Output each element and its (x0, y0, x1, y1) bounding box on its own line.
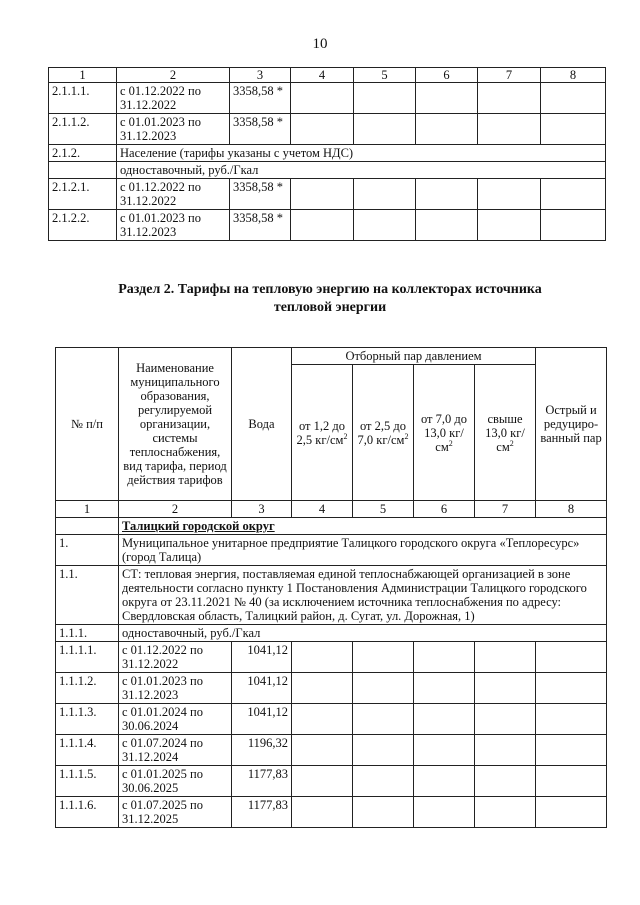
section-title-line2: тепловой энергии (273, 300, 387, 315)
header-steam-3: от 7,0 до 13,0 $кг/см^2$ (414, 365, 475, 501)
collector-tariff-table (55, 347, 607, 828)
row-num: 1.1.1.4. (56, 735, 119, 766)
column-number: 3 (230, 68, 291, 83)
table-row (49, 179, 606, 210)
empty-cell (291, 179, 354, 210)
header-steam-group: Отборный пар давлением (292, 348, 536, 365)
table-row (56, 797, 607, 828)
row-text: Население (тарифы указаны с учетом НДС) (117, 145, 606, 162)
empty-cell (354, 83, 416, 114)
tariff-table-continued (48, 67, 606, 241)
row-value: 1177,83 (232, 797, 292, 828)
row-period: с 01.12.2022 по 31.12.2022 (117, 179, 230, 210)
empty-cell (541, 210, 606, 241)
empty-cell (354, 210, 416, 241)
org-row (56, 535, 607, 566)
empty-cell (536, 704, 607, 735)
empty-cell (292, 797, 353, 828)
column-number: 2 (117, 68, 230, 83)
system-row (56, 566, 607, 625)
table-row (56, 766, 607, 797)
empty-cell (478, 83, 541, 114)
row-num: 2.1.2. (49, 145, 117, 162)
org-name: Муниципальное унитарное предприятие Талицкого городского округа «Теплоресурс» (город Талица) (119, 535, 607, 566)
column-number: 8 (541, 68, 606, 83)
empty-cell (416, 83, 478, 114)
empty-cell (354, 114, 416, 145)
empty-cell (292, 704, 353, 735)
header-row-1 (56, 348, 607, 365)
section-title-line1: Раздел 2. Тарифы на тепловую энергию на коллекторах источника (118, 282, 542, 297)
empty-cell (541, 83, 606, 114)
empty-cell (536, 797, 607, 828)
row-num: 2.1.1.2. (49, 114, 117, 145)
empty-cell (478, 210, 541, 241)
empty-cell (292, 766, 353, 797)
row-num (49, 162, 117, 179)
empty-cell (475, 766, 536, 797)
empty-cell (416, 114, 478, 145)
empty-cell (291, 210, 354, 241)
rate-type-num: 1.1.1. (56, 625, 119, 642)
empty-cell (414, 766, 475, 797)
row-num: 2.1.1.1. (49, 83, 117, 114)
empty-cell (536, 766, 607, 797)
empty-cell (475, 735, 536, 766)
empty-cell (354, 179, 416, 210)
column-number: 3 (232, 501, 292, 518)
column-number: 7 (475, 501, 536, 518)
empty-cell (353, 642, 414, 673)
empty-cell (475, 704, 536, 735)
empty-cell (536, 642, 607, 673)
row-value: 1196,32 (232, 735, 292, 766)
empty-cell (292, 642, 353, 673)
rate-type-row (56, 625, 607, 642)
row-num: 1.1.1.3. (56, 704, 119, 735)
row-period: с 01.12.2022 по 31.12.2022 (119, 642, 232, 673)
row-value: 1041,12 (232, 673, 292, 704)
column-number: 1 (49, 68, 117, 83)
row-value: 1041,12 (232, 704, 292, 735)
empty-cell (536, 735, 607, 766)
empty-cell (414, 642, 475, 673)
column-number: 4 (292, 501, 353, 518)
row-value: 1041,12 (232, 642, 292, 673)
empty-cell (475, 642, 536, 673)
empty-cell (353, 766, 414, 797)
row-num: 1.1.1.5. (56, 766, 119, 797)
empty-cell (292, 735, 353, 766)
empty-cell (478, 114, 541, 145)
header-steam-1: от 1,2 до 2,5 $кг/см^2$ (292, 365, 353, 501)
table-row (49, 162, 606, 179)
row-period: с 01.01.2023 по 31.12.2023 (119, 673, 232, 704)
row-period: с 01.01.2023 по 31.12.2023 (117, 114, 230, 145)
column-number: 1 (56, 501, 119, 518)
column-number: 6 (416, 68, 478, 83)
header-steam-2: от 2,5 до 7,0 $кг/см^2$ (353, 365, 414, 501)
empty-cell (291, 83, 354, 114)
row-period: с 01.01.2024 по 30.06.2024 (119, 704, 232, 735)
row-period: с 01.12.2022 по 31.12.2022 (117, 83, 230, 114)
table-row (49, 83, 606, 114)
empty-cell (414, 735, 475, 766)
empty-cell (541, 179, 606, 210)
header-name: Наименование муниципального образования, регулируемой организации, системы теплоснабжения, вид тарифа, период действия тарифов (119, 348, 232, 501)
column-number: 5 (353, 501, 414, 518)
row-value: 3358,58 * (230, 179, 291, 210)
row-num: 1.1.1.1. (56, 642, 119, 673)
table-row (56, 704, 607, 735)
header-steam-4: свыше 13,0 $кг/см^2$ (475, 365, 536, 501)
district-name: Талицкий городской округ (119, 518, 607, 535)
table-row (56, 642, 607, 673)
table-row (49, 210, 606, 241)
column-number-row (49, 68, 606, 83)
header-water: Вода (232, 348, 292, 501)
org-num: 1. (56, 535, 119, 566)
header-sharp-steam: Острый и редуциро-ванный пар (536, 348, 607, 501)
empty-cell (541, 114, 606, 145)
system-num: 1.1. (56, 566, 119, 625)
row-num: 1.1.1.6. (56, 797, 119, 828)
row-period: с 01.01.2025 по 30.06.2025 (119, 766, 232, 797)
row-num: 1.1.1.2. (56, 673, 119, 704)
row-value: 3358,58 * (230, 210, 291, 241)
row-period: с 01.01.2023 по 31.12.2023 (117, 210, 230, 241)
section-title (60, 281, 600, 317)
row-period: с 01.07.2025 по 31.12.2025 (119, 797, 232, 828)
empty-cell (475, 673, 536, 704)
row-value: 1177,83 (232, 766, 292, 797)
column-number: 4 (291, 68, 354, 83)
column-number-row (56, 501, 607, 518)
district-num (56, 518, 119, 535)
empty-cell (353, 797, 414, 828)
row-num: 2.1.2.2. (49, 210, 117, 241)
column-number: 6 (414, 501, 475, 518)
empty-cell (292, 673, 353, 704)
empty-cell (353, 735, 414, 766)
row-value: 3358,58 * (230, 114, 291, 145)
table-row (56, 735, 607, 766)
column-number: 8 (536, 501, 607, 518)
empty-cell (414, 673, 475, 704)
column-number: 5 (354, 68, 416, 83)
header-num: № п/п (56, 348, 119, 501)
row-value: 3358,58 * (230, 83, 291, 114)
empty-cell (353, 673, 414, 704)
empty-cell (414, 704, 475, 735)
table-row (49, 114, 606, 145)
empty-cell (478, 179, 541, 210)
empty-cell (416, 179, 478, 210)
empty-cell (291, 114, 354, 145)
district-row (56, 518, 607, 535)
table-row (49, 145, 606, 162)
empty-cell (475, 797, 536, 828)
page-number: 10 (312, 36, 328, 52)
row-period: с 01.07.2024 по 31.12.2024 (119, 735, 232, 766)
row-text: одноставочный, руб./Гкал (117, 162, 606, 179)
system-description: СТ: тепловая энергия, поставляемая единой теплоснабжающей организацией в зоне деятельности согласно пункту 1 Постановления Администрации Талицкого городского округа от 23.11.2021 № 40 (за исключением источника теплоснабжения по адресу: Свердловская область, Талицкий район, д. Сугат, ул. Дорожная, 1) (119, 566, 607, 625)
empty-cell (536, 673, 607, 704)
empty-cell (414, 797, 475, 828)
table-row (56, 673, 607, 704)
empty-cell (416, 210, 478, 241)
row-num: 2.1.2.1. (49, 179, 117, 210)
column-number: 7 (478, 68, 541, 83)
empty-cell (353, 704, 414, 735)
column-number: 2 (119, 501, 232, 518)
rate-type: одноставочный, руб./Гкал (119, 625, 607, 642)
